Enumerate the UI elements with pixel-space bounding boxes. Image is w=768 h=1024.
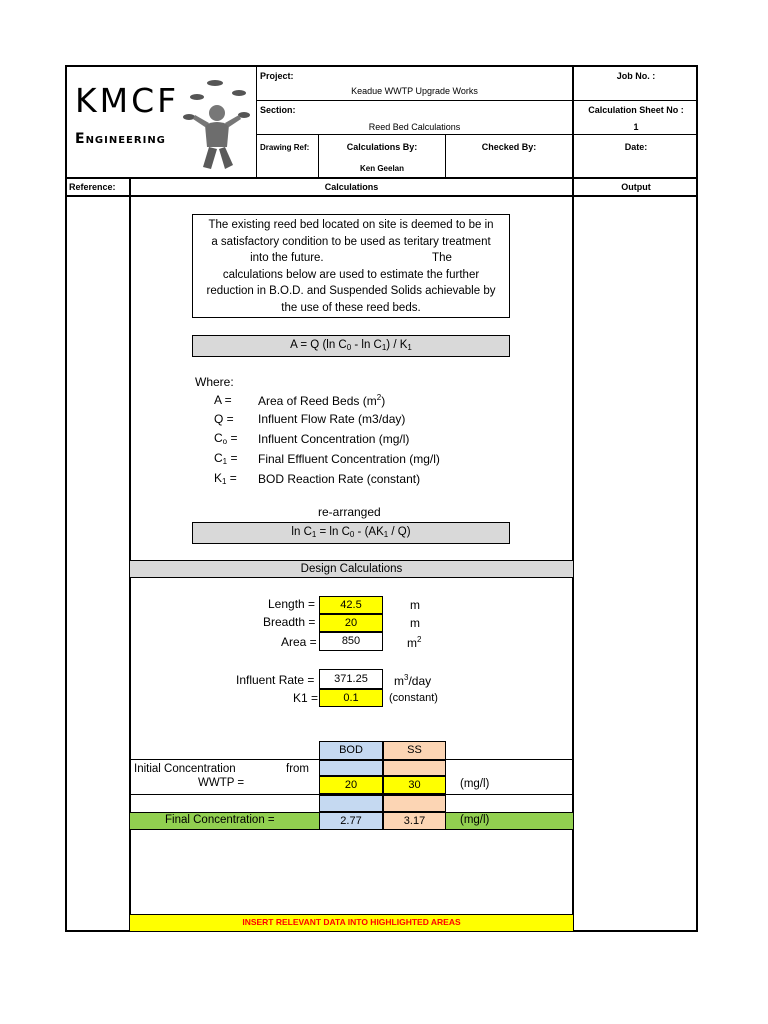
initial-bod-spacer [319,760,383,776]
intro-line: reduction in B.O.D. and Suspended Solids achievable by [206,285,496,298]
k1-label: K1 = [293,691,319,705]
intro-line: the use of these reed beds. [281,301,421,314]
project-label: Project: [260,71,294,81]
influent-rate-label: Influent Rate = [236,673,315,687]
calc-sheet-value: 1 [633,122,639,132]
initial-ss-spacer [383,760,446,776]
wwtp-label: WWTP = [198,777,245,789]
breadth-input[interactable]: 20 [319,614,383,632]
date-label: Date: [624,142,648,152]
final-bod-value: 2.77 [319,812,383,830]
where-symbol-k1: $K_1$ = [214,471,237,486]
k1-unit: (constant) [389,692,438,704]
company-logo [73,77,253,173]
where-desc-c0: Influent Concentration (mg/l) [258,432,410,446]
where-desc-a: Area of Reed Beds $(m^2)$ [258,393,386,408]
logo-main-text: KMCF [75,81,180,120]
colhead-bottom [67,195,698,197]
insert-data-note [130,914,573,931]
final-ss-value: 3.17 [383,812,446,830]
bod-gap-cell [319,795,383,812]
job-number-label: Job No. : [616,71,656,81]
header-bottom [67,177,698,179]
length-input[interactable]: 42.5 [319,596,383,614]
checked-by-label: Checked By: [481,142,537,152]
rearranged-formula: $\ln C_1 = \ln C_0 - (AK_1 / Q)$ [192,522,510,544]
area-unit: $m^2$ [407,635,422,650]
ss-column-header: SS [383,741,446,760]
where-symbol-q: Q = [214,412,234,426]
section-value: Reed Bed Calculations [368,122,461,132]
breadth-unit: m [410,616,420,630]
design-title: Design Calculations [300,563,403,575]
calc-by-label: Calculations By: [346,142,418,152]
area-formula: A = Q (ln $C_0$ - $\ln C_1) / K_1$ [192,335,510,357]
juggler-figure-icon [181,77,251,173]
length-unit: m [410,598,420,612]
design-calculations-header [130,560,573,578]
length-label: Length = [268,597,316,611]
area-label: Area = [281,635,317,649]
bod-column-header: BOD [319,741,383,760]
intro-line: a satisfactory condition to be used as teritary treatment [211,235,491,248]
where-symbol-c1: $C_1$ = [214,451,238,466]
where-label: Where: [195,375,234,389]
header-divider-h2 [256,134,698,135]
influent-rate-value: 371.25 [319,669,383,689]
where-desc-q: Influent Flow Rate (m3/day) [258,412,406,426]
k1-input[interactable]: 0.1 [319,689,383,707]
reference-column-header: Reference: [69,182,116,192]
area-value: 850 [319,632,383,651]
where-desc-c1: Final Effluent Concentration (mg/l) [258,452,440,466]
initial-ss-input[interactable]: 30 [383,776,446,794]
rearranged-label: re-arranged [318,505,381,519]
where-symbol-a: A = [214,393,232,407]
section-label: Section: [260,105,296,115]
initial-bod-input[interactable]: 20 [319,776,383,794]
intro-line: calculations below are used to estimate the further [222,268,480,281]
drawing-ref-label: Drawing Ref: [260,143,310,152]
project-value: Keadue WWTP Upgrade Works [351,86,478,96]
final-concentration-label: Final Concentration = [165,814,275,826]
logo-sub-text: Engineering [75,131,166,147]
header-divider-h1 [256,100,698,101]
formula-text: A = Q (ln C [290,339,347,351]
final-unit: (mg/l) [460,814,490,826]
ss-gap-cell [383,795,446,812]
where-symbol-c0: $C_o$ = [214,431,238,446]
output-column-header: Output [621,182,651,192]
influent-rate-unit: $m^3$/day [394,673,432,688]
intro-line: into the future. The [250,252,452,265]
initial-concentration-label: Initial Concentration from [134,763,309,775]
intro-line: The existing reed bed located on site is deemed to be in [208,219,494,231]
header-divider-v4 [445,134,446,178]
calc-by-value: Ken Geelan [359,164,404,173]
intro-text-box [192,214,510,318]
where-desc-k1: BOD Reaction Rate (constant) [258,472,421,486]
insert-data-note-text: INSERT RELEVANT DATA INTO HIGHLIGHTED AREAS [242,917,461,927]
calculations-column-header: Calculations [324,182,379,192]
breadth-label: Breadth = [263,615,316,629]
calc-sheet-label: Calculation Sheet No : [588,105,684,115]
initial-unit: (mg/l) [460,778,490,790]
